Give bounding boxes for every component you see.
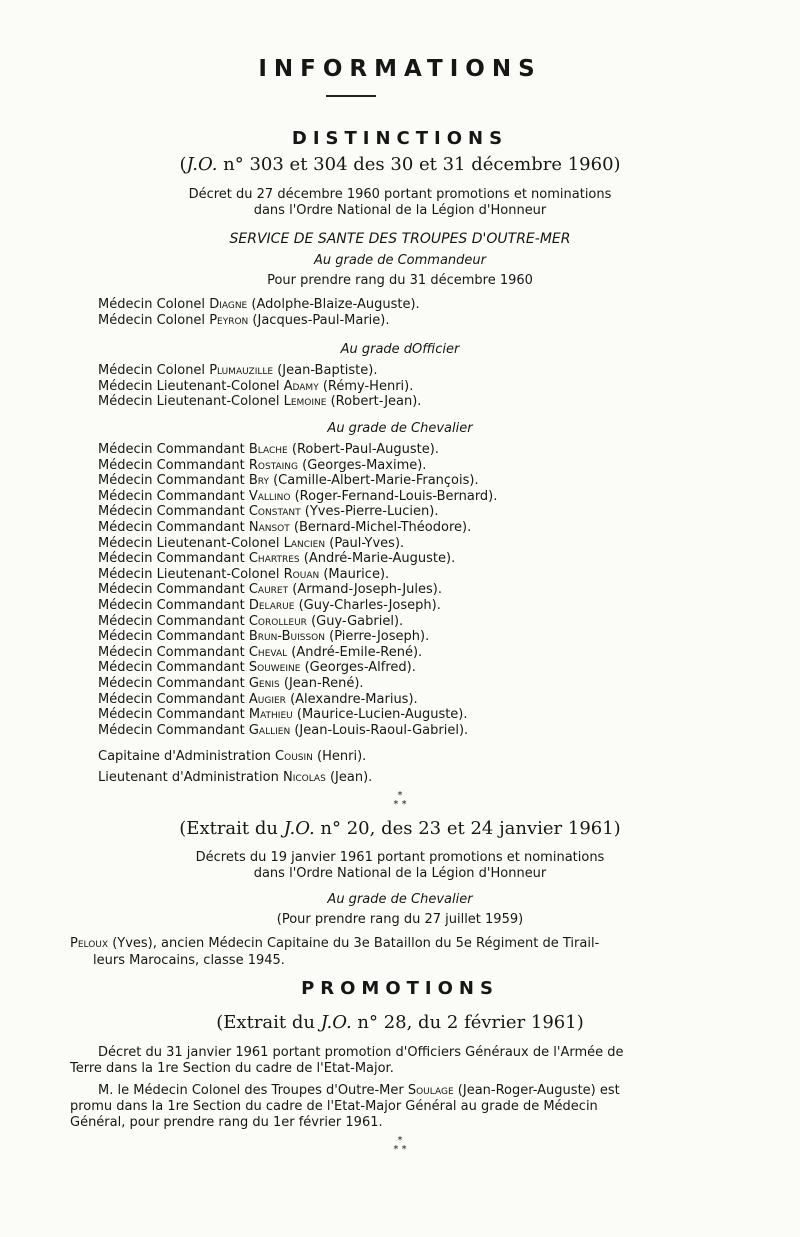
surname-text: Cousin	[275, 749, 313, 764]
given-names-text: (Roger-Fernand-Louis-Bernard).	[294, 488, 498, 504]
jo-reference-1960: (J.O. n° 303 et 304 des 30 et 31 décembre 1960)	[179, 154, 621, 175]
rank-text: Médecin Commandant	[98, 707, 245, 723]
admin-list	[98, 746, 372, 788]
list-item	[98, 504, 497, 520]
page-title: INFORMATIONS	[258, 56, 542, 82]
soulage-surname: Soulage	[407, 1083, 454, 1098]
rank-text: Médecin Commandant	[98, 597, 245, 613]
list-item	[98, 363, 421, 379]
given-names-text: (Maurice).	[323, 566, 390, 582]
surname-text: Cheval	[248, 644, 288, 660]
rank-text: Médecin Lieutenant-Colonel	[98, 535, 280, 551]
surname-text: Plumauzille	[209, 363, 274, 378]
distinctions-heading: DISTINCTIONS	[291, 128, 509, 149]
ref-after: n° 20, des 23 et 24 janvier 1961)	[314, 818, 621, 839]
given-names-text: (Armand-Joseph-Jules).	[292, 582, 443, 598]
extrait1-grade-heading: Au grade de Chevalier	[327, 892, 473, 907]
list-item	[98, 379, 421, 395]
given-names-text: (Jean-Baptiste).	[277, 363, 378, 378]
star-top: *	[397, 1135, 403, 1146]
rank-text: Médecin Commandant	[98, 551, 245, 567]
rank-text: Médecin Commandant	[98, 519, 245, 535]
rank-text: Lieutenant d'Administration	[98, 770, 279, 785]
surname-text: Adamy	[283, 378, 319, 394]
title-rule	[326, 95, 376, 97]
surname-text: Genis	[248, 675, 280, 691]
jo-italic: J.O.	[186, 154, 218, 175]
list-item	[98, 394, 421, 410]
given-names-text: (Yves-Pierre-Lucien).	[304, 504, 439, 520]
star-top: *	[397, 790, 403, 801]
list-item	[98, 536, 497, 552]
officiers-list	[98, 363, 421, 410]
list-item	[98, 614, 497, 630]
surname-text: Blache	[248, 442, 288, 457]
para-after: (Jean-Roger-Auguste) est	[457, 1083, 620, 1098]
rank-text: Médecin Colonel	[98, 312, 206, 328]
list-item	[98, 297, 420, 313]
rank-text: Médecin Commandant	[98, 488, 245, 504]
grade-commandeur-heading: Au grade de Commandeur	[314, 253, 486, 268]
surname-text: Bry	[248, 473, 269, 489]
surname-text: Augier	[248, 691, 286, 707]
ref-after: n° 28, du 2 février 1961)	[351, 1012, 584, 1033]
rank-text: Médecin Commandant	[98, 629, 245, 645]
rank-text: Médecin Colonel	[98, 297, 206, 312]
rank-text: Médecin Commandant	[98, 442, 245, 457]
surname-text: Lemoine	[283, 394, 327, 410]
list-item	[98, 473, 497, 489]
ref-italic: J.O.	[320, 1012, 352, 1033]
separator-stars-1	[0, 791, 800, 809]
given-names-text: (Pierre-Joseph).	[329, 629, 430, 645]
soulage-para-line-2: promu dans la 1re Section du cadre de l'Etat-Major Général au grade de Médecin	[70, 1099, 598, 1114]
list-item	[98, 598, 497, 614]
given-names-text: (André-Emile-René).	[291, 644, 423, 660]
surname-text: Delarue	[248, 597, 295, 613]
ref-italic: J.O.	[283, 818, 315, 839]
given-names-text: (Henri).	[317, 749, 367, 764]
list-item	[98, 458, 497, 474]
rank-text: Médecin Commandant	[98, 722, 245, 738]
grade-chevalier-heading: Au grade de Chevalier	[327, 421, 473, 436]
rank-text: Médecin Lieutenant-Colonel	[98, 394, 280, 410]
extrait1-decree-line-1: Décrets du 19 janvier 1961 portant promotions et nominations	[195, 850, 605, 865]
surname-text: Rostaing	[248, 457, 299, 473]
rank-text: Médecin Commandant	[98, 582, 245, 598]
rank-text: Médecin Commandant	[98, 660, 245, 676]
promotions-heading: PROMOTIONS	[301, 978, 499, 999]
given-names-text: (Bernard-Michel-Théodore).	[293, 519, 472, 535]
surname-text: Corolleur	[248, 613, 307, 629]
surname-text: Lancien	[283, 535, 326, 551]
promotions-decree-line-2: Terre dans la 1re Section du cadre de l'Etat-Major.	[70, 1061, 394, 1076]
list-item	[98, 520, 497, 536]
commandeurs-list	[98, 297, 420, 328]
decree-line-2: dans l'Ordre National de la Légion d'Honneur	[253, 203, 547, 218]
surname-text: Diagne	[209, 297, 248, 312]
surname-text: Chartres	[248, 551, 300, 567]
jo-ref-rest: n° 303 et 304 des 30 et 31 décembre 1960)	[217, 154, 621, 175]
service-heading: SERVICE DE SANTE DES TROUPES D'OUTRE-MER	[229, 231, 571, 247]
surname-text: Cauret	[248, 582, 289, 598]
peloux-entry-line-1	[70, 936, 599, 951]
rank-text: Médecin Colonel	[98, 363, 206, 378]
rank-text: Médecin Commandant	[98, 644, 245, 660]
list-item	[98, 551, 497, 567]
given-names-text: (Georges-Alfred).	[304, 660, 416, 676]
star-bottom: * *	[393, 1144, 407, 1155]
rank-date-heading: Pour prendre rang du 31 décembre 1960	[267, 273, 533, 288]
separator-stars-2	[0, 1136, 800, 1154]
rank-text: Médecin Commandant	[98, 691, 245, 707]
rank-text: Médecin Commandant	[98, 675, 245, 691]
surname-text: Gallien	[248, 722, 291, 738]
given-names-text: (Robert-Paul-Auguste).	[291, 442, 439, 457]
given-names-text: (Rémy-Henri).	[322, 378, 414, 394]
chevaliers-list	[98, 442, 497, 738]
extrait1-rank-date: (Pour prendre rang du 27 juillet 1959)	[276, 912, 524, 927]
list-item	[98, 582, 497, 598]
given-names-text: (Jean-René).	[283, 675, 364, 691]
given-names-text: (Maurice-Lucien-Auguste).	[296, 707, 468, 723]
given-names-text: (Paul-Yves).	[329, 535, 405, 551]
rank-text: Médecin Lieutenant-Colonel	[98, 566, 280, 582]
rank-text: Médecin Commandant	[98, 504, 245, 520]
surname-text: Nansot	[248, 519, 290, 535]
given-names-text: (Robert-Jean).	[330, 394, 422, 410]
rank-text: Médecin Commandant	[98, 457, 245, 473]
star-bottom: * *	[393, 799, 407, 810]
given-names-text: (Jean).	[329, 770, 373, 785]
given-names-text: (Jean-Louis-Raoul-Gabriel).	[294, 722, 469, 738]
jo-reference-extrait-20	[0, 818, 800, 839]
given-names-text: (Georges-Maxime).	[302, 457, 427, 473]
extrait1-decree-line-2: dans l'Ordre National de la Légion d'Honneur	[253, 866, 547, 881]
given-names-text: (Jacques-Paul-Marie).	[252, 312, 390, 328]
soulage-para-line-1	[98, 1083, 620, 1098]
rank-text: Capitaine d'Administration	[98, 749, 271, 764]
ref-before: (Extrait du	[179, 818, 284, 839]
rank-text: Médecin Lieutenant-Colonel	[98, 378, 280, 394]
surname-text: Souweine	[248, 660, 301, 676]
jo-reference-extrait-28	[0, 1012, 800, 1033]
peloux-surname: Peloux	[70, 936, 109, 951]
list-item	[98, 723, 497, 739]
rank-text: Médecin Commandant	[98, 473, 245, 489]
given-names-text: (André-Marie-Auguste).	[303, 551, 456, 567]
list-item	[98, 567, 497, 583]
surname-text: Mathieu	[248, 707, 293, 723]
list-item	[98, 313, 420, 329]
list-item	[98, 442, 497, 458]
grade-officier-heading: Au grade dOfficier	[340, 342, 460, 357]
surname-text: Brun-Buisson	[248, 629, 325, 645]
peloux-entry-line-2: leurs Marocains, classe 1945.	[93, 953, 285, 968]
given-names-text: (Guy-Charles-Joseph).	[298, 597, 441, 613]
given-names-text: (Camille-Albert-Marie-François).	[273, 473, 479, 489]
list-item	[98, 676, 497, 692]
peloux-line1-text: (Yves), ancien Médecin Capitaine du 3e Bataillon du 5e Régiment de Tirail-	[112, 936, 600, 951]
surname-text: Constant	[248, 504, 301, 520]
list-item	[98, 629, 497, 645]
list-item	[98, 707, 497, 723]
decree-line-1: Décret du 27 décembre 1960 portant promotions et nominations	[188, 187, 612, 202]
surname-text: Vallino	[248, 488, 291, 504]
list-item	[98, 746, 372, 767]
ref-before: (Extrait du	[216, 1012, 321, 1033]
given-names-text: (Alexandre-Marius).	[290, 691, 418, 707]
list-item	[98, 767, 372, 788]
list-item	[98, 692, 497, 708]
surname-text: Peyron	[209, 312, 249, 328]
given-names-text: (Guy-Gabriel).	[311, 613, 404, 629]
surname-text: Rouan	[283, 566, 320, 582]
given-names-text: (Adolphe-Blaize-Auguste).	[251, 297, 420, 312]
list-item	[98, 645, 497, 661]
rank-text: Médecin Commandant	[98, 613, 245, 629]
promotions-decree-line-1: Décret du 31 janvier 1961 portant promotion d'Officiers Généraux de l'Armée de	[98, 1045, 624, 1060]
para-before: M. le Médecin Colonel des Troupes d'Outre-Mer	[98, 1083, 404, 1098]
list-item	[98, 660, 497, 676]
surname-text: Nicolas	[282, 770, 326, 785]
list-item	[98, 489, 497, 505]
soulage-para-line-3: Général, pour prendre rang du 1er février 1961.	[70, 1115, 383, 1130]
